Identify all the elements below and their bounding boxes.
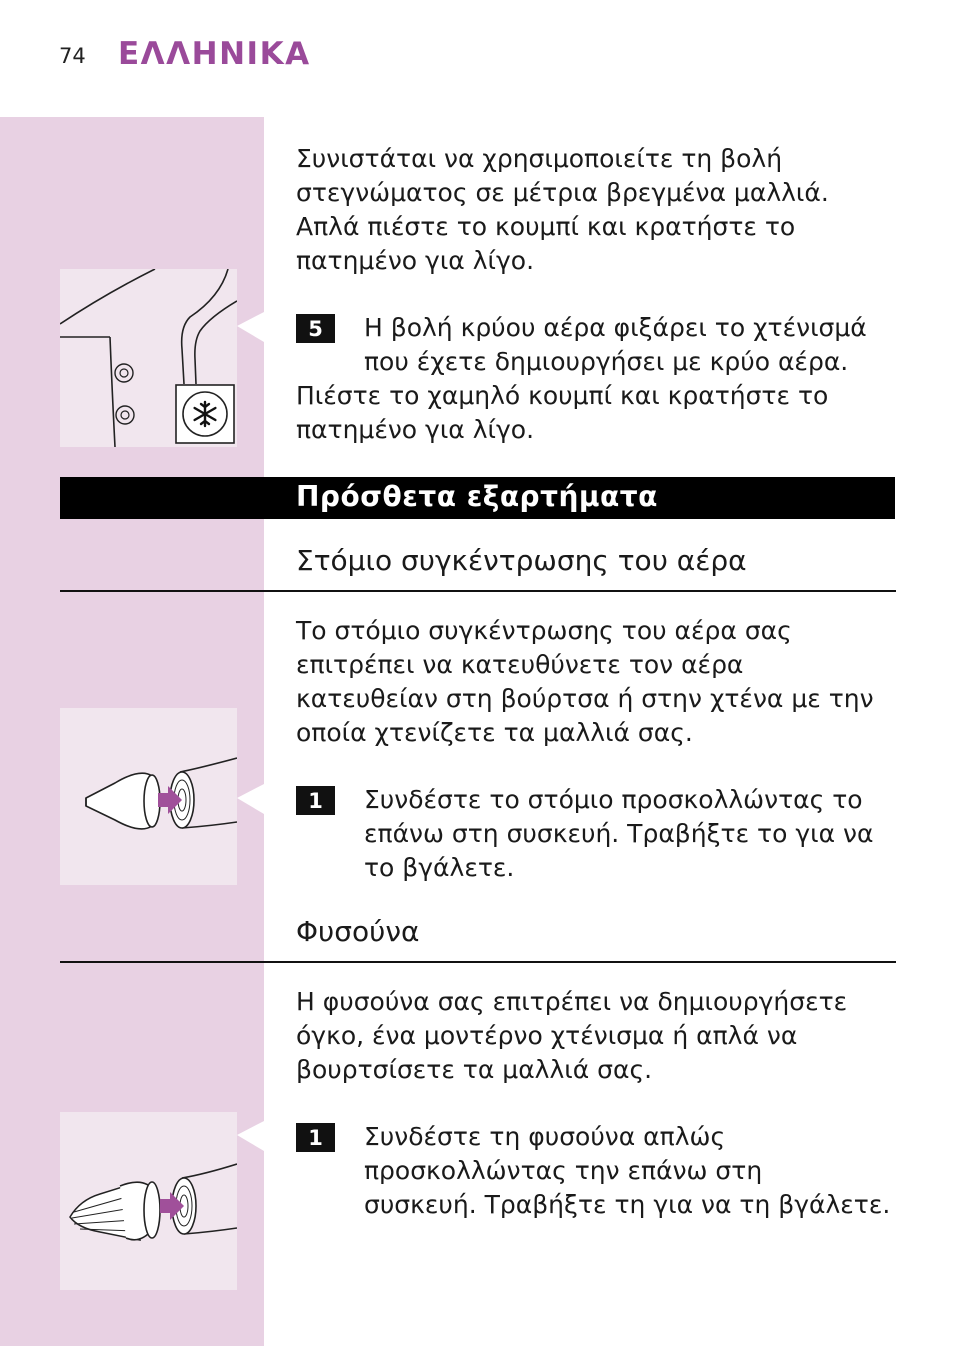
text-line: επιτρέπει να κατευθύνετε τον αέρα (296, 650, 744, 679)
dryer-handle-drawing (60, 269, 237, 447)
text-line: Η φυσούνα σας επιτρέπει να δημιουργήσετε (296, 987, 848, 1016)
text-line: Συνδέστε τη φυσούνα απλώς (364, 1122, 726, 1151)
divider (60, 961, 896, 963)
diffuser-illustration (60, 1112, 237, 1290)
text-line: όγκο, ένα μοντέρνο χτένισμα ή απλά να (296, 1021, 798, 1050)
diffuser-paragraph (296, 985, 847, 1087)
diffuser-heading: Φυσούνα (296, 915, 420, 948)
text-line: οποία χτενίζετε τα μαλλιά σας. (296, 718, 693, 747)
concentrator-paragraph (296, 614, 874, 750)
text-line: Συνδέστε το στόμιο προσκολλώντας το (364, 785, 863, 814)
text-line: συσκευή. Τραβήξτε τη για να τη βγάλετε. (364, 1190, 891, 1219)
diffuser-drawing (60, 1112, 237, 1290)
text-line: προσκολλώντας την επάνω στη (364, 1156, 763, 1185)
pointer-arrow-icon (237, 784, 265, 824)
language-title: ΕΛΛΗΝΙΚΑ (118, 36, 311, 72)
concentrator-heading: Στόμιο συγκέντρωσης του αέρα (296, 544, 747, 577)
text-line: επάνω στη συσκευή. Τραβήξτε το για να (364, 819, 874, 848)
intro-paragraph (296, 142, 829, 278)
section-title: Πρόσθετα εξαρτήματα (296, 480, 658, 513)
text-line: Πιέστε το χαμηλό κουμπί και κρατήστε το (296, 381, 829, 410)
concentrator-step-text (364, 783, 873, 885)
step-5-text (364, 311, 867, 379)
text-line: βουρτσίσετε τα μαλλιά σας. (296, 1055, 653, 1084)
divider (60, 590, 896, 592)
step-number-badge: 1 (296, 1123, 335, 1152)
step-number-badge: 1 (296, 786, 335, 815)
text-line: το βγάλετε. (364, 853, 515, 882)
pointer-arrow-icon (237, 312, 265, 352)
text-line: Απλά πιέστε το κουμπί και κρατήστε το (296, 212, 796, 241)
concentrator-drawing (60, 708, 237, 885)
text-line: πατημένο για λίγο. (296, 415, 535, 444)
text-line: κατευθείαν στη βούρτσα ή στην χτένα με την (296, 684, 874, 713)
step-number-badge: 5 (296, 314, 335, 343)
text-line: πατημένο για λίγο. (296, 246, 535, 275)
page-number: 74 (59, 44, 86, 68)
pointer-arrow-icon (237, 1121, 265, 1161)
diffuser-step-text (364, 1120, 890, 1222)
text-line: που έχετε δημιουργήσει με κρύο αέρα. (364, 347, 849, 376)
text-line: στεγνώματος σε μέτρια βρεγμένα μαλλιά. (296, 178, 829, 207)
concentrator-illustration (60, 708, 237, 885)
cool-shot-illustration (60, 269, 237, 447)
text-line: Το στόμιο συγκέντρωσης του αέρα σας (296, 616, 792, 645)
text-line: Συνιστάται να χρησιμοποιείτε τη βολή (296, 144, 783, 173)
text-line: Η βολή κρύου αέρα φιξάρει το χτένισμά (364, 313, 867, 342)
step-5-continuation (296, 379, 828, 447)
